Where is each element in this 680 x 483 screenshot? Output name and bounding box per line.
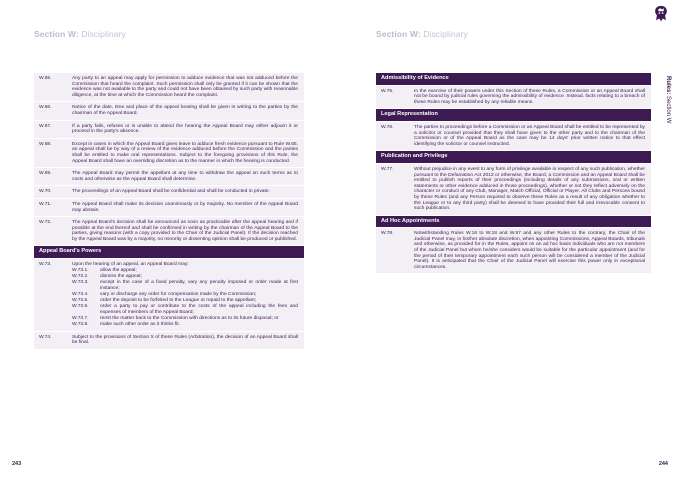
sub-rule: W.73.3. except in the case of a fixed penalty, vary any penalty imposed or order made at first instance;	[72, 280, 298, 291]
section-title: Section W: Disciplinary	[34, 29, 126, 39]
sub-rule: W.73.4. vary or discharge any order for compensation made by the Commission;	[72, 292, 257, 298]
rule-row: W.76. The parties to proceedings before a Commission or an Appeal Board shall be entitled to be represented by a solicitor or counsel provided that they shall have given to the other party and to the chairman of the Commission or of the Appeal Board as the case may be 14 days' prior written notice to that effect identifying the solicitor or counsel instructed.	[376, 122, 651, 151]
section-header: Publication and Privilege	[376, 151, 651, 164]
rule-row: W.71. The Appeal Board shall make its decision unanimously or by majority. No member of the Appeal Board may abstain.	[34, 199, 304, 217]
rule-row: W.69. The Appeal Board may permit the appellant at any time to withdraw the appeal on such terms as to costs and otherwise as the Appeal Board shall determine.	[34, 168, 304, 186]
page-number: 243	[12, 461, 22, 467]
sub-rule: W.73.1. allow the appeal;	[72, 268, 137, 274]
sub-rule: W.73.2. dismiss the appeal;	[72, 274, 142, 280]
section-title: Section W: Disciplinary	[376, 29, 468, 39]
lion-crest-logo-icon	[652, 5, 670, 23]
section-header-appeal-board-powers: Appeal Board's Powers	[34, 246, 304, 259]
sub-rule: W.73.8. make such other order as it thinks fit.	[72, 322, 180, 327]
sub-rule: W.73.7. remit the matter back to the Commission with directions as to its future disposal; or	[72, 315, 279, 321]
rules-table	[34, 73, 304, 350]
side-tab: Rules: Section W	[665, 76, 671, 124]
rule-row: W.68. Except in cases in which the Appeal Board gives leave to adduce fresh evidence pursuant to Rule W.65, an appeal shall be by way of a review of the evidence adduced before the Commission and the parties shall be entitled to make oral representations. Subject to the foregoing provisions of this Rule, the Appeal Board shall have an overriding discretion as to the manner in which the hearing is conducted.	[34, 139, 304, 168]
rule-row: W.77. Without prejudice in any event to any form of privilege available in respect of any such publication, whether pursuant to the Defamation Act 2013 or otherwise, the Board, a Commission and an Appeal Board shall be entitled to publish reports of their proceedings (including details of any submissions, oral or written statements or other evidence adduced in those proceedings), whether or not they reflect adversely on the character or conduct of any Club, Manager, Match Official, Official or Player. All Clubs and Persons bound by these Rules (and any Person required to observe these Rules as a result of any obligation whether to the League or to any third party) shall be deemed to have provided their full and irrevocable consent to such publication.	[376, 164, 651, 216]
rule-row: W.78. Notwithstanding Rules W.16 to W.18 and W.57 and any other Rules to the contrary, the Chair of the Judicial Panel may, in his/her absolute discretion, when appointing Commissions, Appeal Boards, tribunals and otherwise, as provided for in the Rules, appoint on an ad hoc basis individuals who are not members of the Judicial Panel but whom he/she considers would be suitable for the particular appointment (and for the period of their temporary appointment each such person will be considered a member of the Judicial Panel). It is anticipated that the Chair of the Judicial Panel will exercise this power only in exceptional circumstances.	[376, 228, 651, 274]
rule-row: W.66. Notice of the date, time and place of the appeal hearing shall be given in writing to the parties by the chairman of the Appeal Board.	[34, 102, 304, 120]
rules-table	[376, 73, 651, 274]
rule-row: W.75. In the exercise of their powers under this Section of these Rules, a Commission or an Appeal Board shall not be bound by judicial rules governing the admissibility of evidence. Instead, facts relating to a breach of these Rules may be established by any reliable means.	[376, 86, 651, 110]
sub-rule: W.73.6. order a party to pay or contribute to the costs of the appeal including the fees and expenses of members of the Appeal Board;	[72, 304, 298, 315]
section-header: Legal Representation	[376, 109, 651, 122]
rule-intro: Upon the hearing of an appeal, an Appeal Board may:	[72, 262, 189, 268]
sub-rule: W.73.5. order the deposit to be forfeited to the League or repaid to the appellant;	[72, 298, 257, 304]
rule-row: W.74. Subject to the provisions of Section X of these Rules (Arbitration), the decision of an Appeal Board shall be final.	[34, 332, 304, 350]
rule-row: W.67. If a party fails, refuses or is unable to attend the hearing the Appeal Board may either adjourn it or proceed in the party's absence.	[34, 121, 304, 139]
rule-row: W.70. The proceedings of an Appeal Board shall be confidential and shall be conducted in private.	[34, 186, 304, 199]
section-header: Admissibility of Evidence	[376, 73, 651, 86]
rule-row: W.72. The Appeal Board's decision shall be announced as soon as practicable after the appeal hearing and if possible at the end thereof and shall be confirmed in writing by the chairman of the Appeal Board to the parties, giving reasons (with a copy provided to the Chair of the Judicial Panel). If the decision reached by the Appeal Board was by a majority, no minority or dissenting opinion shall be produced or published.	[34, 217, 304, 246]
right-page	[340, 0, 680, 483]
page-number: 244	[658, 461, 668, 467]
rule-row: W.65. Any party to an appeal may apply for permission to adduce evidence that was not adduced before the Commission that heard the complaint. Such permission shall only be granted if it can be shown that the evidence was not available to the party and could not have been obtained by such party with reasonable diligence, at the time at which the Commission heard the complaint.	[34, 73, 304, 102]
section-header: Ad Hoc Appointments	[376, 216, 651, 229]
rule-row: W.73. Upon the hearing of an appeal, an Appeal Board may: W.73.1. allow the appeal; W.73.2. dismiss the appeal; W.73.3. except in the case of a fixed penalty, vary any penalty imposed or order made at first instance; W.73.4. vary or discharge any order for compensation made by the Commission; W.73.5. order the deposit to be forfeited to the League or repaid to the appellant; W.73.6. order a party to pay or contribute to the costs of the appeal including the fees and expenses of members of the Appeal Board; W.73.7. remit the matter back to the Commission with directions as to its future disposal; or W.73.8. make such other order as it thinks fit.	[34, 259, 304, 332]
